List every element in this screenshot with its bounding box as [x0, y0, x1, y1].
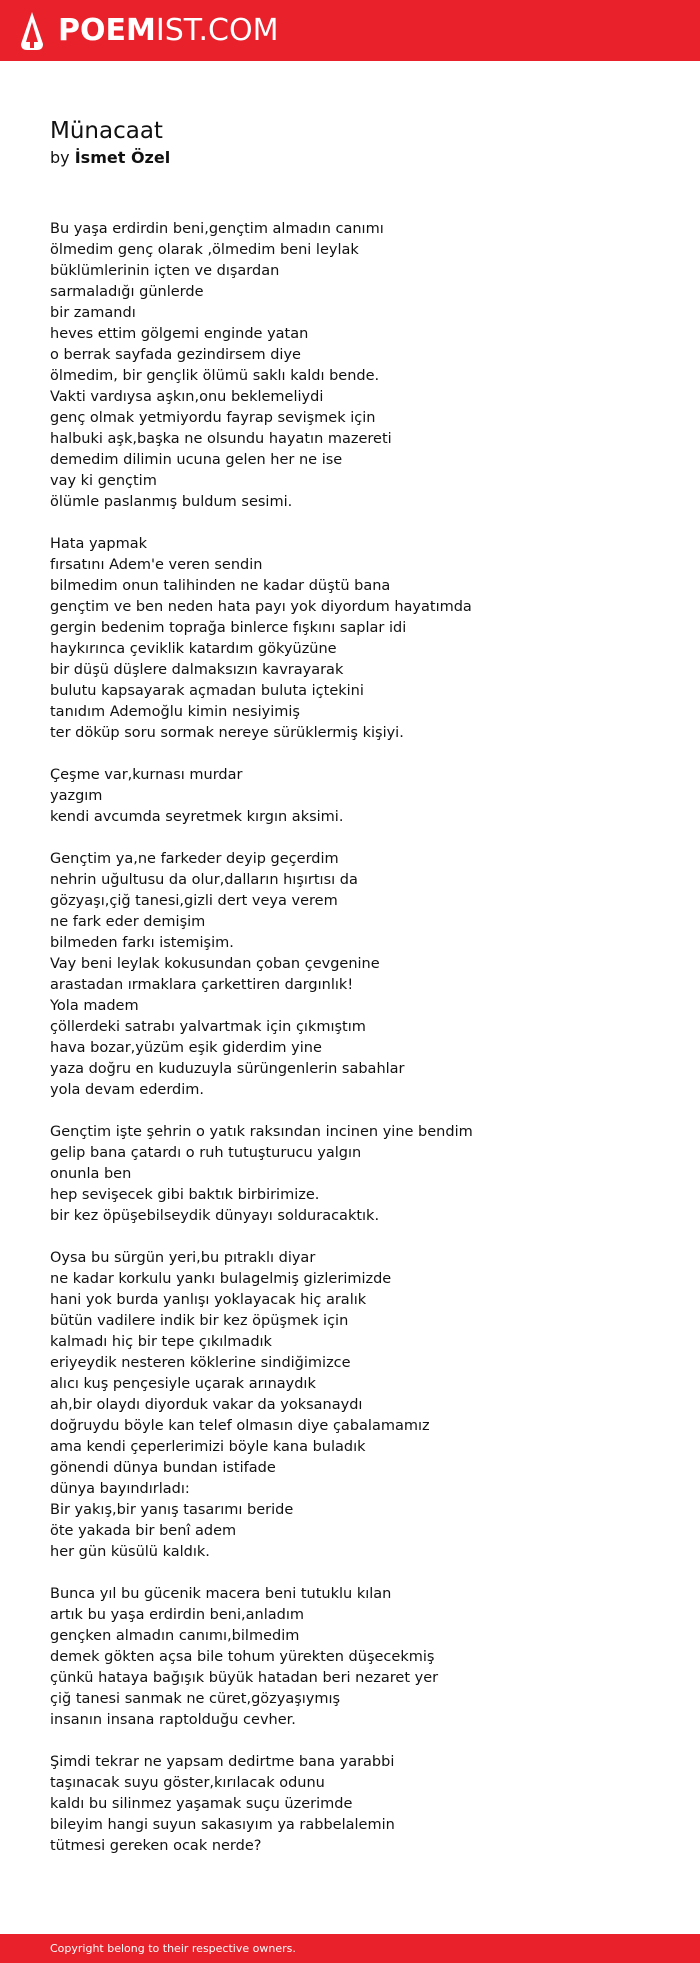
- poem-line: kalmadı hiç bir tepe çıkılmadık: [50, 1334, 272, 1350]
- poem-line: yaza doğru en kuduzuyla sürüngenlerin sabahlar: [50, 1061, 405, 1077]
- brand-bold: POEM: [58, 13, 156, 48]
- poem-line: ama kendi çeperlerimizi böyle kana buladık: [50, 1439, 366, 1455]
- poem-line: ter döküp soru sormak nereye sürüklermiş kişiyi.: [50, 725, 404, 741]
- copyright-text: Copyright belong to their respective owners.: [50, 1942, 296, 1955]
- poem-line: Çeşme var,kurnası murdar: [50, 767, 243, 783]
- poem-line: onunla ben: [50, 1166, 132, 1182]
- poem-line: nehrin uğultusu da olur,dalların hışırtısı da: [50, 872, 358, 888]
- poem-line: hep sevişecek gibi baktık birbirimize.: [50, 1187, 320, 1203]
- poem-line: sarmaladığı günlerde: [50, 284, 204, 300]
- poem-line: bir düşü düşlere dalmaksızın kavrayarak: [50, 662, 344, 678]
- poem-line: Hata yapmak: [50, 536, 148, 552]
- poem-stanza: [50, 534, 670, 744]
- site-logo[interactable]: [18, 10, 278, 52]
- poem-line: Gençtim ya,ne farkeder deyip geçerdim: [50, 851, 339, 867]
- poem-line: tütmesi gereken ocak nerde?: [50, 1838, 262, 1854]
- poem-stanza: [50, 765, 670, 828]
- poem-line: Bunca yıl bu gücenik macera beni tutuklu kılan: [50, 1586, 392, 1602]
- poem-line: arastadan ırmaklara çarkettiren dargınlık!: [50, 977, 354, 993]
- poem-line: ah,bir olaydı diyorduk vakar da yoksanaydı: [50, 1397, 363, 1413]
- poem-stanza: [50, 219, 670, 513]
- poem-line: Bu yaşa erdirdin beni,gençtim almadın canımı: [50, 221, 384, 237]
- poem-stanza: [50, 1248, 670, 1563]
- poem-line: dünya bayındırladı:: [50, 1481, 190, 1497]
- poem-line: bulutu kapsayarak açmadan buluta içtekini: [50, 683, 364, 699]
- poem-line: gönendi dünya bundan istifade: [50, 1460, 276, 1476]
- pen-nib-logo-icon: [18, 10, 46, 52]
- poem-line: gergin bedenim toprağa binlerce fışkını saplar idi: [50, 620, 407, 636]
- brand-light: IST.COM: [155, 13, 279, 48]
- poem-line: demek gökten açsa bile tohum yürekten düşecekmiş: [50, 1649, 435, 1665]
- poem-line: taşınacak suyu göster,kırılacak odunu: [50, 1775, 325, 1791]
- poem-line: heves ettim gölgemi enginde yatan: [50, 326, 309, 342]
- poem-line: çünkü hataya bağışık büyük hatadan beri nezaret yer: [50, 1670, 439, 1686]
- poem-line: Oysa bu sürgün yeri,bu pıtraklı diyar: [50, 1250, 316, 1266]
- poem-line: tanıdım Ademoğlu kimin nesiyimiş: [50, 704, 300, 720]
- poem-line: kaldı bu silinmez yaşamak suçu üzerimde: [50, 1796, 353, 1812]
- poem-line: vay ki gençtim: [50, 473, 157, 489]
- poem-line: bilmeden farkı istemişim.: [50, 935, 234, 951]
- poem-line: ne fark eder demişim: [50, 914, 206, 930]
- poem-line: yazgım: [50, 788, 103, 804]
- poem-line: ölmedim, bir gençlik ölümü saklı kaldı bende.: [50, 368, 380, 384]
- poem-body: [50, 219, 670, 1878]
- byline-prefix: by: [50, 148, 70, 167]
- poem-line: Vakti vardıysa aşkın,onu beklemeliydi: [50, 389, 324, 405]
- poem-line: gözyaşı,çiğ tanesi,gizli dert veya verem: [50, 893, 338, 909]
- poem-author[interactable]: İsmet Özel: [74, 148, 171, 167]
- poem-line: bir kez öpüşebilseydik dünyayı solduracaktık.: [50, 1208, 380, 1224]
- poem-stanza: [50, 849, 670, 1101]
- poem-line: genç olmak yetmiyordu fayrap sevişmek için: [50, 410, 376, 426]
- poem-line: fırsatını Adem'e veren sendin: [50, 557, 263, 573]
- poem-line: çöllerdeki satrabı yalvartmak için çıkmıştım: [50, 1019, 366, 1035]
- poem-title: Münacaat: [50, 118, 163, 144]
- poem-line: Yola madem: [50, 998, 139, 1014]
- poem-line: Bir yakış,bir yanış tasarımı beride: [50, 1502, 294, 1518]
- poem-line: doğruydu böyle kan telef olmasın diye çabalamamız: [50, 1418, 430, 1434]
- poem-line: hani yok burda yanlışı yoklayacak hiç aralık: [50, 1292, 367, 1308]
- poem-line: ölmedim genç olarak ,ölmedim beni leylak: [50, 242, 359, 258]
- poem-line: eriyeydik nesteren köklerine sindiğimizce: [50, 1355, 351, 1371]
- poem-line: büklümlerinin içten ve dışardan: [50, 263, 280, 279]
- poem-line: bileyim hangi suyun sakasıyım ya rabbelalemin: [50, 1817, 395, 1833]
- poem-line: halbuki aşk,başka ne olsundu hayatın mazereti: [50, 431, 392, 447]
- poem-line: öte yakada bir benî adem: [50, 1523, 237, 1539]
- poem-line: yola devam ederdim.: [50, 1082, 205, 1098]
- poem-stanza: [50, 1752, 670, 1857]
- poem-line: çiğ tanesi sanmak ne cüret,gözyaşıymış: [50, 1691, 341, 1707]
- poem-line: bilmedim onun talihinden ne kadar düştü bana: [50, 578, 391, 594]
- poem-line: kendi avcumda seyretmek kırgın aksimi.: [50, 809, 344, 825]
- poem-line: gençtim ve ben neden hata payı yok diyordum hayatımda: [50, 599, 472, 615]
- poem-line: bütün vadilere indik bir kez öpüşmek için: [50, 1313, 349, 1329]
- site-footer: [0, 1934, 700, 1963]
- poem-line: her gün küsülü kaldık.: [50, 1544, 210, 1560]
- poem-line: Şimdi tekrar ne yapsam dedirtme bana yarabbi: [50, 1754, 395, 1770]
- poem-line: insanın insana raptolduğu cevher.: [50, 1712, 296, 1728]
- poem-line: alıcı kuş pençesiyle uçarak arınaydık: [50, 1376, 316, 1392]
- poem-line: haykırınca çeviklik katardım gökyüzüne: [50, 641, 337, 657]
- site-header: [0, 0, 700, 61]
- poem-line: o berrak sayfada gezindirsem diye: [50, 347, 301, 363]
- poem-line: artık bu yaşa erdirdin beni,anladım: [50, 1607, 304, 1623]
- poem-line: ne kadar korkulu yankı bulagelmiş gizlerimizde: [50, 1271, 392, 1287]
- poem-byline: [50, 147, 170, 169]
- poem-line: gelip bana çatardı o ruh tutuşturucu yalgın: [50, 1145, 362, 1161]
- poem-line: ölümle paslanmış buldum sesimi.: [50, 494, 293, 510]
- poem-line: Vay beni leylak kokusundan çoban çevgenine: [50, 956, 380, 972]
- poem-line: demedim dilimin ucuna gelen her ne ise: [50, 452, 343, 468]
- poem-stanza: [50, 1122, 670, 1227]
- poem-line: hava bozar,yüzüm eşik giderdim yine: [50, 1040, 322, 1056]
- poem-line: gençken almadın canımı,bilmedim: [50, 1628, 300, 1644]
- poem-line: Gençtim işte şehrin o yatık raksından incinen yine bendim: [50, 1124, 473, 1140]
- poem-stanza: [50, 1584, 670, 1731]
- poem-line: bir zamandı: [50, 305, 136, 321]
- site-brand: [58, 10, 278, 52]
